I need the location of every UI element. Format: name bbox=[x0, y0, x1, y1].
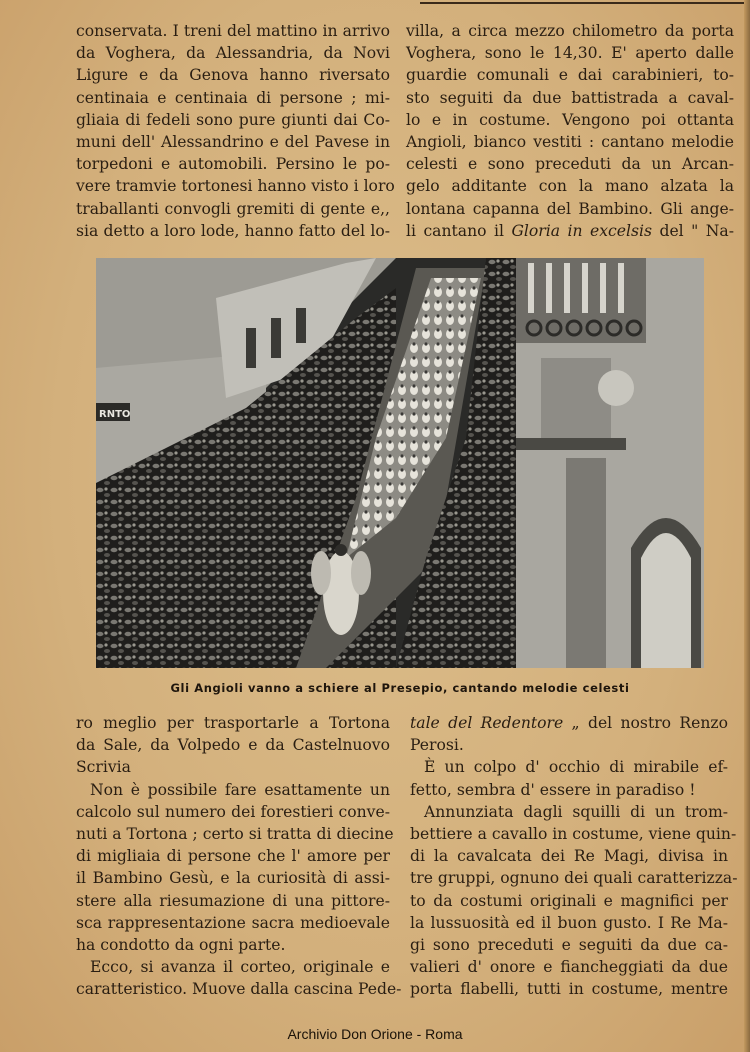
column-bottom-left-line: Ecco, si avanza il corteo, originale e bbox=[90, 958, 390, 977]
column-top-left-line: traballanti convogli gremiti di gente e,, bbox=[76, 199, 390, 218]
column-top-right bbox=[406, 20, 734, 242]
column-bottom-left-line: ha condotto da ogni parte. bbox=[76, 936, 286, 955]
column-bottom-right-line: valieri d' onore e fiancheggiati da due bbox=[410, 958, 728, 977]
column-top-left-line: vere tramvie tortonesi hanno visto i loro bbox=[76, 177, 395, 196]
column-bottom-left-line: Non è possibile fare esattamente un bbox=[90, 780, 390, 799]
column-bottom-right-line: È un colpo d' occhio di mirabile ef- bbox=[424, 758, 728, 777]
column-bottom-right-line: fetto, sembra d' essere in paradiso ! bbox=[410, 780, 696, 799]
column-bottom-right-line: tre gruppi, ognuno dei quali caratterizza- bbox=[410, 869, 738, 888]
column-top-right-line: guardie comunali e dai carabinieri, to- bbox=[406, 66, 734, 85]
gloria-italic: Gloria in excelsis bbox=[511, 221, 652, 240]
top-rule bbox=[420, 2, 750, 4]
column-bottom-left-line: di migliaia di persone che l' amore per bbox=[76, 847, 390, 866]
column-top-right-last-line: li cantano il Gloria in excelsis del " Na- bbox=[406, 221, 734, 240]
column-top-right-line: Voghera, sono le 14,30. E' aperto dalle bbox=[406, 44, 734, 63]
column-bottom-right-line: Perosi. bbox=[410, 736, 464, 755]
shop-sign: RNTO bbox=[99, 409, 131, 420]
column-top-left-line: muni dell' Alessandrino e del Pavese in bbox=[76, 133, 390, 152]
column-top-right-line: gelo additante con la mano alzata la bbox=[406, 177, 734, 196]
archive-footer: Archivio Don Orione - Roma bbox=[287, 1026, 463, 1042]
column-bottom-left-line: stere alla riesumazione di una pittore- bbox=[76, 891, 390, 910]
column-top-left-line: gliaia di fedeli sono pure giunti dai Co- bbox=[76, 110, 390, 129]
column-bottom-left-line: Scrivia bbox=[76, 758, 131, 777]
column-bottom-right-line: Annunziata dagli squilli di un trom- bbox=[424, 802, 728, 821]
column-bottom-right-line: to da costumi originali e magnifici per bbox=[410, 891, 728, 910]
column-top-left-line: Ligure e da Genova hanno riversato bbox=[76, 66, 390, 85]
column-bottom-right-line: la lussuosità ed il buon gusto. I Re Ma- bbox=[410, 913, 728, 932]
column-bottom-left-line: caratteristico. Muove dalla cascina Pede- bbox=[76, 980, 402, 999]
procession-photo bbox=[96, 258, 704, 668]
column-top-right-line: lontana capanna del Bambino. Gli ange- bbox=[406, 199, 734, 218]
column-top-left-line: da Voghera, da Alessandria, da Novi bbox=[76, 44, 390, 63]
column-top-left bbox=[76, 20, 395, 242]
column-top-right-line: Angioli, bianco vestiti : cantano melodie bbox=[406, 133, 734, 152]
column-bottom-right-line: di la cavalcata dei Re Magi, divisa in bbox=[410, 847, 728, 866]
column-bottom-right-first-line: tale del Redentore „ del nostro Renzo bbox=[410, 714, 729, 732]
column-bottom-right-line: bettiere a cavallo in costume, viene quin- bbox=[410, 825, 737, 844]
photo-caption: Gli Angioli vanno a schiere al Presepio, cantando melodie celesti bbox=[170, 681, 630, 695]
column-bottom-left bbox=[76, 712, 402, 1001]
column-bottom-left-line: da Sale, da Volpedo e da Castelnuovo bbox=[76, 736, 390, 755]
column-top-left-line: conservata. I treni del mattino in arrivo bbox=[76, 22, 390, 40]
column-top-right-line: villa, a circa mezzo chilometro da porta bbox=[406, 22, 734, 40]
column-top-left-line: sia detto a loro lode, hanno fatto del lo- bbox=[76, 221, 390, 240]
redentore-italic: tale del Redentore bbox=[410, 714, 564, 732]
column-top-left-line: torpedoni e automobili. Persino le po- bbox=[76, 155, 390, 174]
column-top-left-line: centinaia e centinaia di persone ; mi- bbox=[76, 88, 390, 107]
column-bottom-left-line: ro meglio per trasportarle a Tortona bbox=[76, 714, 390, 732]
column-top-right-line: sto seguiti da due battistrada a caval- bbox=[406, 88, 734, 107]
column-top-right-line: lo e in costume. Vengono poi ottanta bbox=[406, 110, 734, 129]
column-bottom-left-line: sca rappresentazione sacra medioevale bbox=[76, 913, 390, 932]
column-bottom-right bbox=[410, 712, 738, 1001]
column-bottom-right-line: gi sono preceduti e seguiti da due ca- bbox=[410, 936, 728, 955]
column-bottom-left-line: il Bambino Gesù, e la curiosità di assi- bbox=[76, 869, 390, 888]
column-bottom-left-line: nuti a Tortona ; certo si tratta di diecine bbox=[76, 825, 394, 844]
column-bottom-left-line: calcolo sul numero dei forestieri conve- bbox=[76, 802, 390, 821]
column-top-right-line: celesti e sono preceduti da un Arcan- bbox=[406, 155, 734, 174]
page-edge bbox=[744, 0, 750, 1052]
column-bottom-right-line: porta flabelli, tutti in costume, mentre bbox=[410, 980, 728, 999]
